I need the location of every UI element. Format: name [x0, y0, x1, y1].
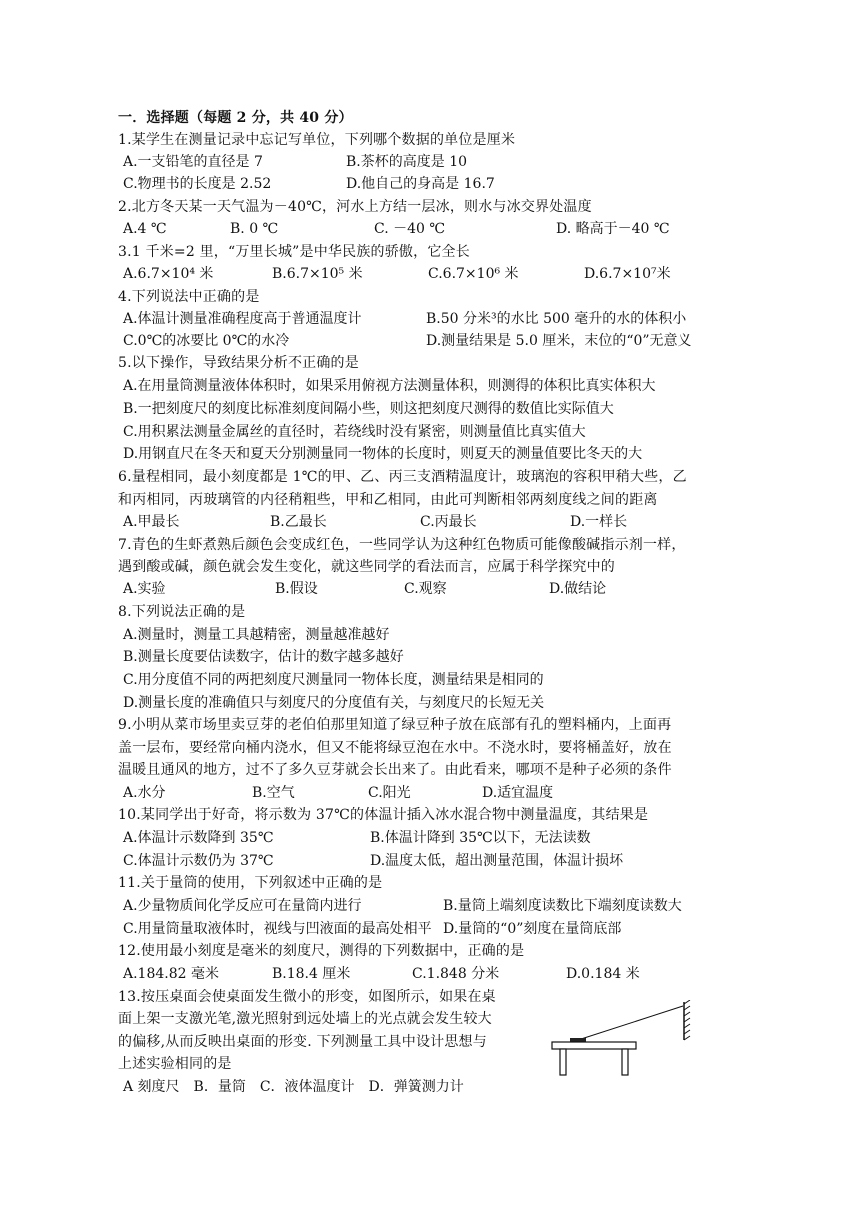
q2-option-b: B. 0 ℃: [230, 221, 279, 237]
q5-option-d: D.用钢直尺在冬天和夏天分别测量同一物体的长度时，则夏天的测量值要比冬天的大: [123, 446, 643, 462]
q7-option-b: B.假设: [275, 581, 318, 597]
q6-option-b: B.乙最长: [270, 514, 327, 530]
q11-stem: 11.关于量筒的使用，下列叙述中正确的是: [118, 875, 383, 891]
q2-stem: 2.北方冬天某一天气温为－40℃，河水上方结一层冰，则水与冰交界处温度: [118, 199, 592, 215]
q12-stem: 12.使用最小刻度是毫米的刻度尺，测得的下列数据中，正确的是: [118, 943, 525, 959]
q13-stem-line4: 上述实验相同的是: [118, 1056, 232, 1072]
q2-option-a: A.4 ℃: [123, 221, 167, 237]
q7-option-a: A.实验: [123, 581, 166, 597]
table-top: [552, 1042, 636, 1049]
q13-stem-line1: 13.按压桌面会使桌面发生微小的形变，如图所示，如果在桌: [118, 989, 496, 1005]
section-title: 一．选择题（每题 2 分，共 40 分）: [118, 110, 353, 126]
q3-option-d: D.6.7×10⁷米: [584, 266, 671, 282]
q9-option-c: C.阳光: [368, 785, 411, 801]
q7-stem-line1: 7.青色的生虾煮熟后颜色会变成红色，一些同学认为这种红色物质可能像酸碱指示剂一样，: [118, 537, 686, 553]
q2-option-c: C. －40 ℃: [374, 221, 446, 237]
q8-option-d: D.测量长度的准确值只与刻度尺的分度值有关，与刻度尺的长短无关: [123, 695, 545, 711]
q5-stem: 5.以下操作，导致结果分析不正确的是: [118, 355, 359, 371]
q2-option-d: D. 略高于－40 ℃: [556, 221, 670, 237]
q12-option-c: C.1.848 分米: [412, 966, 500, 982]
q12-option-a: A.184.82 毫米: [123, 966, 219, 982]
q9-option-d: D.适宜温度: [482, 785, 554, 801]
q12-option-b: B.18.4 厘米: [272, 966, 351, 982]
q1-stem: 1.某学生在测量记录中忘记写单位，下列哪个数据的单位是厘米: [118, 132, 516, 148]
q9-option-a: A.水分: [123, 785, 166, 801]
q5-option-b: B.一把刻度尺的刻度比标准刻度间隔小些，则这把刻度尺测得的数值比实际值大: [123, 401, 614, 417]
q8-option-c: C.用分度值不同的两把刻度尺测量同一物体长度，测量结果是相同的: [123, 672, 544, 688]
q3-option-a: A.6.7×10⁴ 米: [123, 266, 214, 282]
q6-stem-line1: 6.量程相同，最小刻度都是 1℃的甲、乙、丙三支酒精温度计，玻璃泡的容积甲稍大些，乙: [118, 469, 687, 485]
q7-option-c: C.观察: [404, 581, 447, 597]
laser-table-figure: [548, 1000, 698, 1080]
q7-stem-line2: 遇到酸或碱，颜色就会发生变化，就这些同学的看法而言，应属于科学探究中的: [118, 559, 615, 575]
q6-option-c: C.丙最长: [420, 514, 477, 530]
q12-option-d: D.0.184 米: [566, 966, 640, 982]
q9-stem-line1: 9.小明从菜市场里卖豆芽的老伯伯那里知道了绿豆种子放在底部有孔的塑料桶内，上面再: [118, 717, 672, 733]
q10-option-a: A.体温计示数降到 35℃: [123, 830, 274, 846]
q4-option-b: B.50 分米³的水比 500 毫升的水的体积小: [426, 311, 687, 327]
q8-option-a: A.测量时，测量工具越精密，测量越准越好: [123, 627, 390, 643]
q5-option-a: A.在用量筒测量液体体积时，如果采用俯视方法测量体积，则测得的体积比真实体积大: [123, 378, 656, 394]
q10-option-c: C.体温计示数仍为 37℃: [123, 853, 274, 869]
q4-option-d: D.测量结果是 5.0 厘米，末位的“0”无意义: [426, 333, 692, 349]
q10-option-d: D.温度太低，超出测量范围，体温计损坏: [370, 853, 624, 869]
q5-option-c: C.用积累法测量金属丝的直径时，若绕线时没有紧密，则测量值比真实值大: [123, 424, 586, 440]
wall-hatching: [684, 1000, 690, 1040]
q10-stem: 10.某同学出于好奇，将示数为 37℃的体温计插入冰水混合物中测量温度，其结果是: [118, 807, 649, 823]
q13-options: A 刻度尺 B．量筒 C．液体温度计 D．弹簧测力计: [123, 1079, 464, 1095]
laser-beam: [578, 1006, 683, 1040]
q13-stem-line2: 面上架一支激光笔,激光照射到远处墙上的光点就会发生较大: [118, 1011, 492, 1027]
q1-option-b: B.茶杯的高度是 10: [346, 154, 468, 170]
q13-stem-line3: 的偏移,从而反映出桌面的形变. 下列测量工具中设计思想与: [118, 1034, 487, 1050]
q3-stem: 3.1 千米=2 里，“万里长城”是中华民族的骄傲，它全长: [118, 244, 470, 260]
q1-option-a: A.一支铅笔的直径是 7: [123, 154, 263, 170]
table-leg-right: [622, 1049, 628, 1075]
q6-stem-line2: 和丙相同，丙玻璃管的内径稍粗些，甲和乙相同，由此可判断相邻两刻度线之间的距离: [118, 492, 658, 508]
q4-option-a: A.体温计测量准确程度高于普通温度计: [123, 311, 362, 327]
q3-option-c: C.6.7×10⁶ 米: [428, 266, 519, 282]
q9-option-b: B.空气: [252, 785, 295, 801]
q1-option-d: D.他自己的身高是 16.7: [346, 176, 495, 192]
q11-option-a: A.少量物质间化学反应可在量筒内进行: [123, 898, 362, 914]
q4-stem: 4.下列说法中正确的是: [118, 289, 260, 305]
q4-option-c: C.0℃的冰要比 0℃的水冷: [123, 333, 290, 349]
q10-option-b: B.体温计降到 35℃以下，无法读数: [370, 830, 591, 846]
q3-option-b: B.6.7×10⁵ 米: [272, 266, 363, 282]
q11-option-d: D.量筒的“0”刻度在量筒底部: [443, 921, 622, 937]
q7-option-d: D.做结论: [549, 581, 607, 597]
q9-stem-line2: 盖一层布，要经常向桶内浇水，但又不能将绿豆泡在水中。不浇水时，要将桶盖好，放在: [118, 740, 672, 756]
q6-option-a: A.甲最长: [123, 514, 180, 530]
q11-option-c: C.用量筒量取液体时，视线与凹液面的最高处相平: [123, 921, 432, 937]
q8-option-b: B.测量长度要估读数字，估计的数字越多越好: [123, 649, 404, 665]
q11-option-b: B.量筒上端刻度读数比下端刻度读数大: [443, 898, 682, 914]
q8-stem: 8.下列说法正确的是: [118, 604, 246, 620]
q6-option-d: D.一样长: [570, 514, 628, 530]
q1-option-c: C.物理书的长度是 2.52: [123, 176, 272, 192]
q9-stem-line3: 温暖且通风的地方，过不了多久豆芽就会长出来了。由此看来，哪项不是种子必须的条件: [118, 762, 672, 778]
table-leg-left: [560, 1049, 566, 1075]
